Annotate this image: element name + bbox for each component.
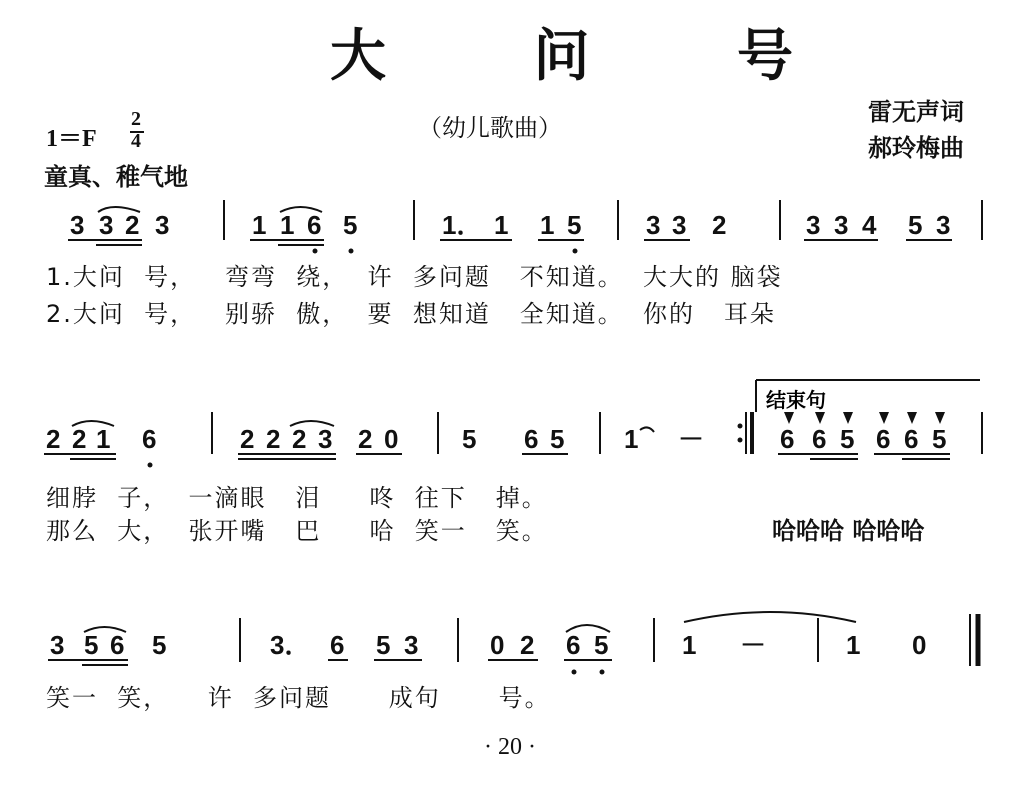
- note: 3: [70, 210, 85, 240]
- composer-credit: 郝玲梅曲: [868, 134, 964, 162]
- note: 5: [567, 210, 582, 240]
- note: 6: [780, 424, 795, 454]
- note: 1: [624, 424, 639, 454]
- staccato-mark: [935, 412, 945, 424]
- staccato-mark: [815, 412, 825, 424]
- note: 5: [932, 424, 947, 454]
- note: 0: [384, 424, 399, 454]
- note: 5: [840, 424, 855, 454]
- note: 5: [550, 424, 565, 454]
- octave-dot: [349, 249, 354, 254]
- note: 3: [155, 210, 170, 240]
- note: 3: [99, 210, 114, 240]
- octave-dot: [573, 249, 578, 254]
- note: 2: [266, 424, 281, 454]
- note: －: [740, 630, 767, 660]
- note: 6: [566, 630, 581, 660]
- tie: [640, 427, 654, 432]
- note: 3: [936, 210, 951, 240]
- octave-dot: [148, 463, 153, 468]
- note: 2: [46, 424, 61, 454]
- notation-system-1: [0, 190, 1030, 260]
- note: 3: [672, 210, 687, 240]
- subtitle: （幼儿歌曲）: [418, 114, 562, 142]
- staccato-mark: [784, 412, 794, 424]
- time-signature-bottom: 4: [131, 130, 141, 152]
- note: 0: [490, 630, 505, 660]
- note: 5: [152, 630, 167, 660]
- note: 5: [84, 630, 99, 660]
- note: 5: [908, 210, 923, 240]
- note: 2: [520, 630, 535, 660]
- ending-label: 结束句: [766, 388, 826, 412]
- lyrics-verse-1: 细脖 子， 一滴眼 泪 咚 往下 掉。: [46, 484, 548, 512]
- note: 1: [846, 630, 861, 660]
- note: 3．: [270, 630, 311, 660]
- note: 2: [358, 424, 373, 454]
- note: 3: [318, 424, 333, 454]
- note: 6: [330, 630, 345, 660]
- notation-system-3: [0, 600, 1030, 680]
- note: 4: [862, 210, 877, 240]
- note: 6: [876, 424, 891, 454]
- note: －: [678, 424, 705, 454]
- staccato-mark: [907, 412, 917, 424]
- note: 1: [280, 210, 295, 240]
- note: 6: [812, 424, 827, 454]
- note: 2: [125, 210, 140, 240]
- note: 5: [594, 630, 609, 660]
- note: 1: [494, 210, 509, 240]
- lyricist-credit: 雷无声词: [868, 98, 964, 126]
- repeat-dot: [738, 424, 743, 429]
- note: 2: [72, 424, 87, 454]
- octave-dot: [600, 670, 605, 675]
- note: 6: [904, 424, 919, 454]
- note: 5: [462, 424, 477, 454]
- note: 0: [912, 630, 927, 660]
- note: 1: [96, 424, 111, 454]
- note: 3: [806, 210, 821, 240]
- tempo-marking: 童真、稚气地: [44, 163, 188, 191]
- lyrics-verse-1: 1.大问 号， 弯弯 绕， 许 多问题 不知道。 大大的 脑袋: [46, 263, 783, 291]
- repeat-dot: [738, 438, 743, 443]
- note: 2: [240, 424, 255, 454]
- octave-dot: [572, 670, 577, 675]
- note: 3: [646, 210, 661, 240]
- lyrics-verse-1: 笑一 笑， 许 多问题 成句 号。: [46, 684, 551, 712]
- note: 2: [292, 424, 307, 454]
- lyrics-verse-2: 2.大问 号， 别骄 傲， 要 想知道 全知道。 你的 耳朵: [46, 300, 776, 328]
- note: 6: [307, 210, 322, 240]
- note: 5: [376, 630, 391, 660]
- time-signature-top: 2: [131, 108, 141, 130]
- note: 6: [142, 424, 157, 454]
- page-number: · 20 ·: [484, 734, 536, 760]
- note: 6: [110, 630, 125, 660]
- lyrics-verse-2: 那么 大， 张开嘴 巴 哈 笑一 笑。: [46, 517, 548, 545]
- ending-lyrics: 哈哈哈 哈哈哈: [772, 517, 925, 545]
- octave-dot: [313, 249, 318, 254]
- page-title: 大 问 号: [330, 24, 857, 89]
- key-signature: 1＝F: [46, 126, 97, 152]
- tie: [684, 612, 856, 622]
- note: 6: [524, 424, 539, 454]
- notation-system-2: [0, 372, 1030, 482]
- staccato-mark: [879, 412, 889, 424]
- note: 2: [712, 210, 727, 240]
- staccato-mark: [843, 412, 853, 424]
- note: 3: [50, 630, 65, 660]
- note: 1．: [442, 210, 483, 240]
- note: 3: [404, 630, 419, 660]
- note: 5: [343, 210, 358, 240]
- note: 1: [252, 210, 267, 240]
- note: 3: [834, 210, 849, 240]
- note: 1: [540, 210, 555, 240]
- note: 1: [682, 630, 697, 660]
